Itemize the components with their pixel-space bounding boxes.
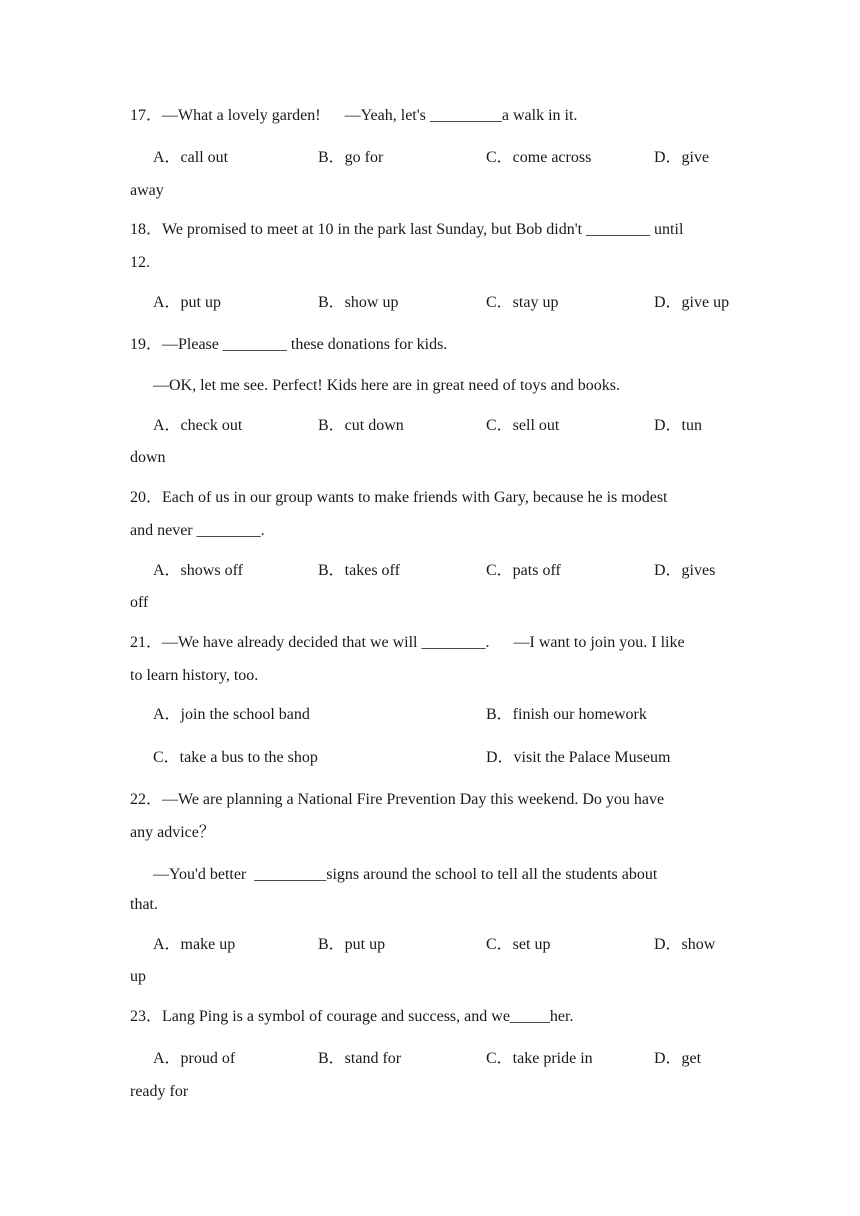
- question-21-option-a: A．join the school band: [153, 706, 310, 723]
- question-22-option-a: A．make up: [153, 936, 236, 953]
- question-20-stem: 20．Each of us in our group wants to make friends with Gary, because he is modest: [130, 489, 668, 506]
- question-20-option-d: D．gives: [654, 562, 716, 579]
- question-22-stem: 22．—We are planning a National Fire Prevention Day this weekend. Do you have: [130, 791, 665, 808]
- question-23-option-a: A．proud of: [153, 1050, 236, 1067]
- question-19-response: —OK, let me see. Perfect! Kids here are in great need of toys and books.: [153, 377, 620, 394]
- question-21-option-b: B．finish our homework: [486, 706, 647, 723]
- question-19-option-b: B．cut down: [318, 417, 404, 434]
- question-18-option-b: B．show up: [318, 294, 399, 311]
- question-23-option-d-continued: ready for: [130, 1083, 189, 1100]
- question-22-option-d: D．show: [654, 936, 716, 953]
- question-17-option-d: D．give: [654, 149, 710, 166]
- question-17-stem: 17．—What a lovely garden! —Yeah, let's _________a walk in it.: [130, 107, 578, 124]
- question-21-stem-continued: to learn history, too.: [130, 667, 259, 684]
- question-18-stem: 18．We promised to meet at 10 in the park last Sunday, but Bob didn't ________ until: [130, 221, 684, 238]
- question-19-option-a: A．check out: [153, 417, 243, 434]
- question-18-stem-continued: 12.: [130, 254, 150, 271]
- question-20-stem-continued: and never ________.: [130, 522, 265, 539]
- question-18-option-a: A．put up: [153, 294, 222, 311]
- question-22-stem-continued: any advice？: [130, 824, 215, 841]
- question-23-option-d: D．get: [654, 1050, 702, 1067]
- question-21-option-c: C．take a bus to the shop: [153, 749, 318, 766]
- question-20-option-a: A．shows off: [153, 562, 243, 579]
- question-20-option-c: C．pats off: [486, 562, 561, 579]
- question-23-option-c: C．take pride in: [486, 1050, 593, 1067]
- question-17-option-a: A．call out: [153, 149, 229, 166]
- question-22-option-d-continued: up: [130, 968, 146, 985]
- question-20-option-b: B．takes off: [318, 562, 400, 579]
- question-18-option-d: D．give up: [654, 294, 730, 311]
- question-22-response-continued: that.: [130, 896, 158, 913]
- question-17-option-b: B．go for: [318, 149, 384, 166]
- question-23-option-b: B．stand for: [318, 1050, 402, 1067]
- question-18-option-c: C．stay up: [486, 294, 559, 311]
- question-22-option-c: C．set up: [486, 936, 551, 953]
- question-21-stem: 21．—We have already decided that we will ________. —I want to join you. I like: [130, 634, 685, 651]
- question-17-option-c: C．come across: [486, 149, 592, 166]
- question-19-option-d: D．tun: [654, 417, 703, 434]
- question-22-option-b: B．put up: [318, 936, 386, 953]
- question-23-stem: 23．Lang Ping is a symbol of courage and success, and we_____her.: [130, 1008, 574, 1025]
- question-19-option-d-continued: down: [130, 449, 166, 466]
- question-19-option-c: C．sell out: [486, 417, 560, 434]
- question-21-option-d: D．visit the Palace Museum: [486, 749, 671, 766]
- question-20-option-d-continued: off: [130, 594, 149, 611]
- question-22-response: —You'd better _________signs around the school to tell all the students about: [153, 866, 658, 883]
- question-19-stem: 19．—Please ________ these donations for kids.: [130, 336, 448, 353]
- question-17-option-d-continued: away: [130, 182, 164, 199]
